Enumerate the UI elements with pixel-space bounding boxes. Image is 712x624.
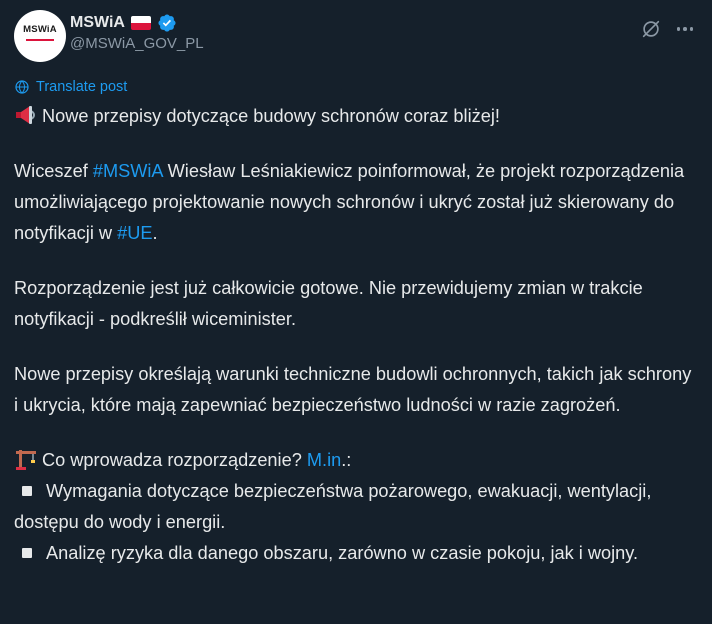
- author-handle[interactable]: @MSWiA_GOV_PL: [70, 35, 204, 52]
- post-paragraph-3: Rozporządzenie jest już całkowicie gotowe. Nie przewidujemy zmian w trakcie notyfikacji - podkreślił wiceminister.: [14, 278, 643, 329]
- post-paragraph-5: [14, 445, 698, 476]
- post-text-segment: Wiceszef: [14, 161, 93, 181]
- avatar[interactable]: [14, 10, 66, 62]
- bullet-square-icon: [22, 486, 32, 496]
- construction-crane-icon: [14, 448, 38, 470]
- post-header: [14, 8, 698, 68]
- hashtag-ue[interactable]: #UE: [117, 223, 153, 243]
- post-text-segment: Co wprowadza rozporządzenie?: [42, 450, 307, 470]
- post-text: [14, 101, 698, 569]
- avatar-logo-stripe: [26, 39, 54, 41]
- poland-flag-icon: [131, 16, 151, 30]
- top-divider: [0, 0, 712, 1]
- post-text-segment: Wiesław Leśniakiewicz poinformował, że projekt rozporządzenia umożliwiającego projektowanie nowych schronów i ukryć został już skierowany do notyfikacji w: [14, 161, 685, 243]
- post-bullet-2: [14, 538, 698, 569]
- bullet-text: Analizę ryzyka dla danego obszaru, zarówno w czasie pokoju, jak i wojny.: [46, 543, 639, 563]
- post-text-segment: .: [152, 223, 158, 243]
- translate-icon: [14, 79, 30, 95]
- megaphone-icon: [14, 104, 38, 126]
- post-headline: Nowe przepisy dotyczące budowy schronów coraz bliżej!: [42, 106, 500, 126]
- grok-icon[interactable]: [640, 18, 662, 40]
- avatar-logo-text: MSWiA: [23, 24, 57, 35]
- translate-post-link[interactable]: [14, 79, 127, 95]
- translate-post-label: Translate post: [36, 79, 128, 95]
- post-text-segment: .:: [341, 450, 352, 470]
- bullet-text: Wymagania dotyczące bezpieczeństwa pożarowego, ewakuacji, wentylacji, dostępu do wody i energii.: [14, 481, 652, 532]
- more-options-icon[interactable]: [674, 18, 696, 40]
- post-paragraph-4: Nowe przepisy określają warunki techniczne budowli ochronnych, takich jak schrony i ukrycia, które mają zapewniać bezpieczeństwo ludności w razie zagrożeń.: [14, 364, 692, 415]
- verified-badge-icon[interactable]: [157, 13, 177, 33]
- post-paragraph-headline: [14, 101, 698, 132]
- post-bullet-1: [14, 476, 698, 538]
- post-paragraph-2: [14, 156, 698, 249]
- author-display-name[interactable]: MSWiA: [70, 14, 125, 31]
- author-name-row: [70, 12, 177, 34]
- bullet-square-icon: [22, 548, 32, 558]
- hashtag-mswia[interactable]: #MSWiA: [92, 161, 163, 181]
- link-m-in[interactable]: M.in: [306, 450, 342, 470]
